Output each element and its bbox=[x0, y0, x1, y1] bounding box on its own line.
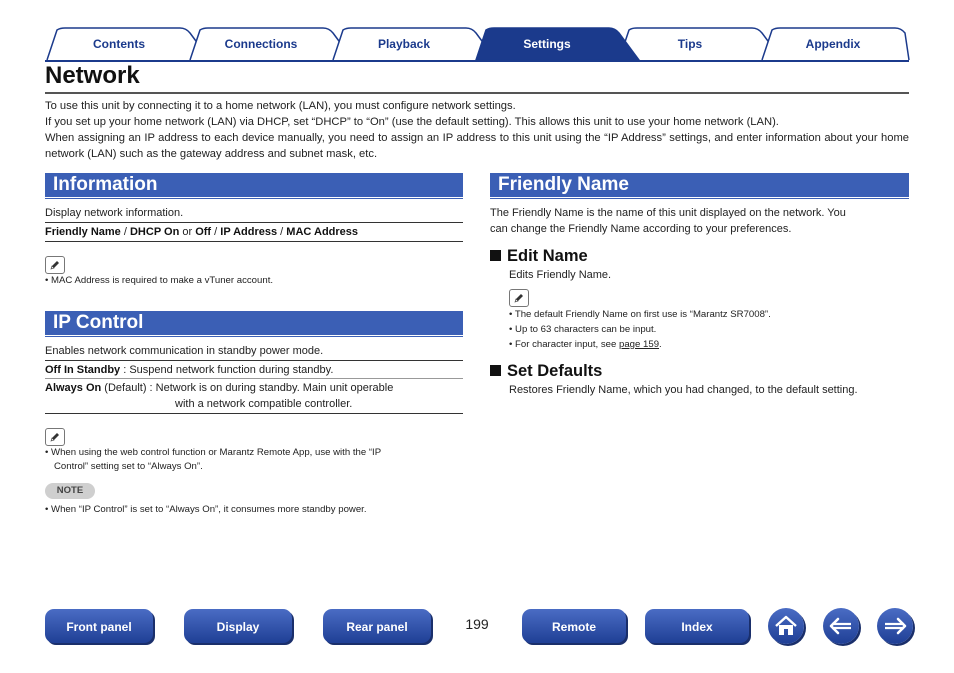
option-text: : Suspend network function during standby. bbox=[120, 364, 334, 376]
intro-line-2: If you set up your home network (LAN) via DHCP, set “DHCP” to “On” (use the default setting). This allows this unit to use your home network (LAN). bbox=[45, 116, 779, 128]
divider bbox=[45, 241, 463, 242]
ip-control-heading: IP Control bbox=[45, 311, 463, 335]
index-button[interactable]: Index bbox=[645, 609, 749, 643]
edit-name-heading bbox=[490, 247, 588, 266]
item-dhcp-on: DHCP On bbox=[129, 226, 180, 238]
tab-tips[interactable]: Tips bbox=[677, 37, 703, 51]
arrow-left-icon bbox=[828, 616, 854, 636]
option-default: (Default) : bbox=[101, 382, 156, 394]
tab-settings[interactable]: Settings bbox=[523, 37, 571, 51]
option-text: Network is on during standby. Main unit operable bbox=[155, 382, 394, 394]
back-button[interactable] bbox=[823, 608, 859, 644]
note-badge: NOTE bbox=[45, 483, 95, 499]
intro-text bbox=[45, 98, 909, 162]
item-off: Off bbox=[195, 226, 212, 238]
divider bbox=[45, 378, 463, 379]
tab-appendix[interactable]: Appendix bbox=[805, 37, 861, 51]
edit-name-note-3 bbox=[509, 338, 771, 352]
edit-name-desc: Edits Friendly Name. bbox=[509, 269, 612, 281]
pencil-icon bbox=[509, 289, 529, 307]
information-note: • MAC Address is required to make a vTuner account. bbox=[45, 275, 274, 286]
intro-line-1: To use this unit by connecting it to a home network (LAN), you must configure network settings. bbox=[45, 100, 516, 112]
option-text-cont: with a network compatible controller. bbox=[175, 398, 353, 410]
edit-name-title: Edit Name bbox=[507, 247, 588, 265]
option-label: Always On bbox=[45, 382, 102, 394]
information-desc: Display network information. bbox=[45, 207, 184, 219]
pencil-icon bbox=[45, 256, 65, 274]
tab-rule bbox=[45, 60, 909, 62]
tab-contents[interactable]: Contents bbox=[93, 37, 145, 51]
option-label: Off In Standby bbox=[45, 364, 121, 376]
page-title: Network bbox=[45, 62, 140, 89]
pencil-icon bbox=[45, 428, 65, 446]
friendly-name-heading: Friendly Name bbox=[490, 173, 909, 197]
divider bbox=[45, 413, 463, 414]
forward-button[interactable] bbox=[877, 608, 913, 644]
set-defaults-desc: Restores Friendly Name, which you had changed, to the default setting. bbox=[509, 384, 858, 396]
friendly-name-desc bbox=[490, 205, 909, 237]
note-prefix: • For character input, see bbox=[509, 339, 620, 350]
edit-name-note-1: • The default Friendly Name on first use is “Marantz SR7008”. bbox=[509, 309, 771, 320]
square-bullet-icon bbox=[490, 365, 501, 376]
edit-name-notes bbox=[509, 308, 771, 352]
desc-line-1: The Friendly Name is the name of this unit displayed on the network. You bbox=[490, 207, 846, 219]
separator: / bbox=[277, 226, 287, 238]
page-link[interactable]: page 159 bbox=[619, 339, 660, 350]
rear-panel-button[interactable]: Rear panel bbox=[323, 609, 431, 643]
tab-playback[interactable]: Playback bbox=[377, 37, 431, 51]
ip-control-note: • When “IP Control” is set to “Always On”, it consumes more standby power. bbox=[45, 504, 367, 515]
home-icon bbox=[773, 614, 799, 638]
separator: / bbox=[120, 226, 130, 238]
page-number: 199 bbox=[465, 616, 489, 632]
intro-line-3: When assigning an IP address to each device manually, you need to assign an IP address to this unit using the “IP Address” settings, and enter information about your home network (LAN) such as the gateway address and subnet mask, etc. bbox=[45, 132, 909, 160]
option-off-in-standby bbox=[45, 362, 333, 378]
divider bbox=[45, 222, 463, 223]
tab-bar bbox=[0, 0, 954, 62]
ip-control-desc: Enables network communication in standby power mode. bbox=[45, 345, 324, 357]
front-panel-button[interactable]: Front panel bbox=[45, 609, 153, 643]
item-friendly-name: Friendly Name bbox=[45, 226, 121, 238]
desc-line-2: can change the Friendly Name according to your preferences. bbox=[490, 223, 792, 235]
set-defaults-heading bbox=[490, 362, 602, 381]
arrow-right-icon bbox=[882, 616, 908, 636]
display-button[interactable]: Display bbox=[184, 609, 292, 643]
title-rule bbox=[45, 92, 909, 94]
set-defaults-title: Set Defaults bbox=[507, 362, 603, 380]
tip-line-1: • When using the web control function or Marantz Remote App, use with the “IP bbox=[45, 447, 382, 458]
divider bbox=[45, 360, 463, 361]
tip-line-2: Control” setting set to “Always On”. bbox=[54, 461, 203, 472]
home-button[interactable] bbox=[768, 608, 804, 644]
remote-button[interactable]: Remote bbox=[522, 609, 626, 643]
information-heading: Information bbox=[45, 173, 463, 197]
information-items bbox=[45, 224, 358, 240]
separator: or bbox=[179, 226, 196, 238]
ip-control-tip bbox=[45, 446, 463, 474]
note-suffix: . bbox=[659, 339, 662, 350]
separator: / bbox=[211, 226, 221, 238]
item-ip-address: IP Address bbox=[220, 226, 278, 238]
tab-shapes bbox=[0, 0, 954, 62]
square-bullet-icon bbox=[490, 250, 501, 261]
option-always-on bbox=[45, 380, 463, 396]
edit-name-note-2: • Up to 63 characters can be input. bbox=[509, 324, 657, 335]
tab-connections[interactable]: Connections bbox=[224, 37, 298, 51]
item-mac-address: MAC Address bbox=[286, 226, 359, 238]
